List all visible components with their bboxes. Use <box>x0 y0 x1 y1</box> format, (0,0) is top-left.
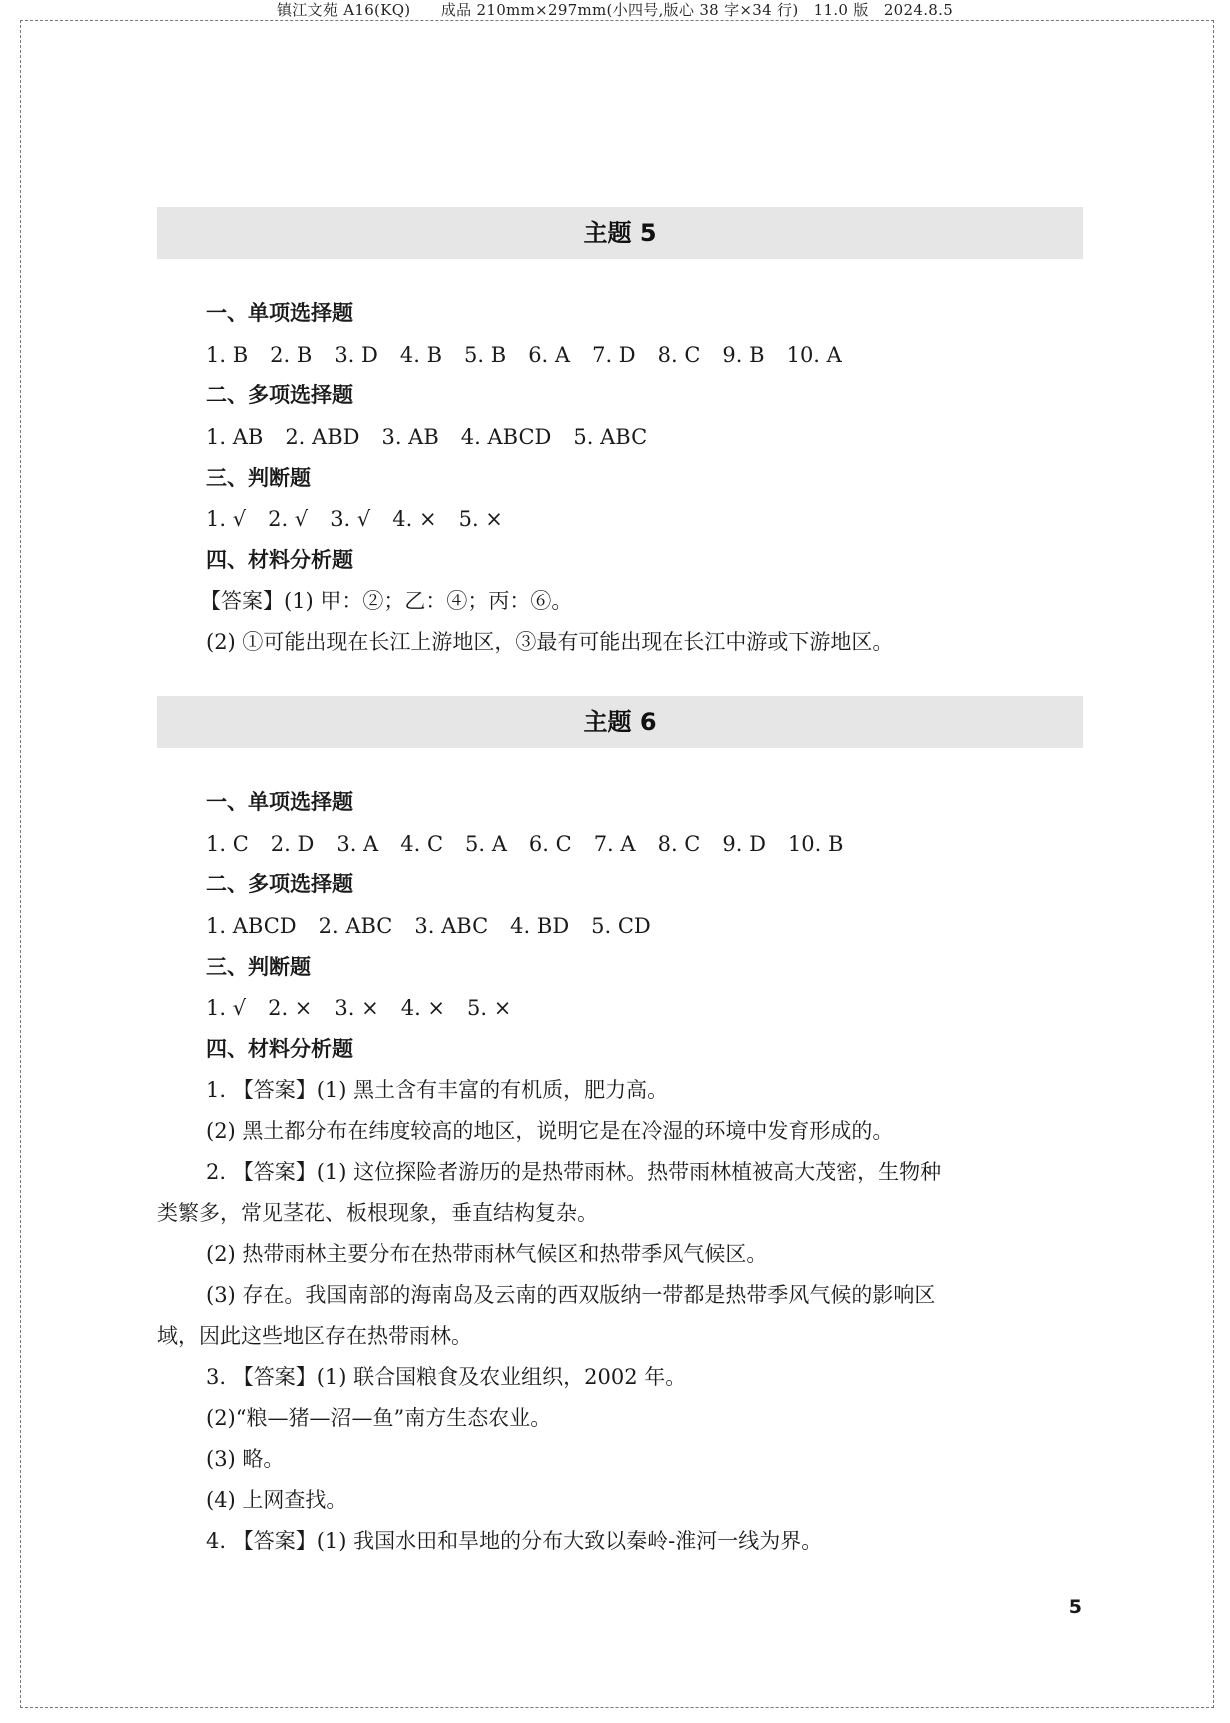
answer-item: 4. × <box>400 996 446 1020</box>
answer-item: 8. C <box>657 343 701 367</box>
topic6-analysis-line: 1. 【答案】(1) 黑土含有丰富的有机质，肥力高。 <box>206 1078 669 1102</box>
answer-item: 3. ABC <box>414 914 489 938</box>
topic6-analysis-line: (2) 黑土都分布在纬度较高的地区，说明它是在冷湿的环境中发育形成的。 <box>206 1119 894 1143</box>
topic6-title: 主题 6 <box>157 696 1083 748</box>
answer-item: 7. D <box>592 343 636 367</box>
topic6-single-answers <box>157 829 1083 859</box>
topic6-single-heading: 一、单项选择题 <box>206 790 353 814</box>
topic6-analysis-line: 2. 【答案】(1) 这位探险者游历的是热带雨林。热带雨林植被高大茂密，生物种 <box>206 1160 942 1184</box>
answer-item: 1. AB <box>206 425 264 449</box>
topic6-judge-heading: 三、判断题 <box>206 955 311 979</box>
topic6-analysis-line: 域，因此这些地区存在热带雨林。 <box>157 1324 472 1348</box>
answer-item: 2. ABC <box>318 914 393 938</box>
answer-item: 1. B <box>206 343 249 367</box>
topic5-analysis-line: (2) ①可能出现在长江上游地区，③最有可能出现在长江中游或下游地区。 <box>206 630 894 654</box>
answer-item: 4. B <box>399 343 443 367</box>
running-head: 镇江文苑 A16(KQ) 成品 210mm×297mm(小四号,版心 38 字×34 行) 11.0 版 2024.8.5 <box>276 1 954 19</box>
topic5-multi-heading: 二、多项选择题 <box>206 383 353 407</box>
topic5-single-answers <box>157 340 1083 370</box>
answer-item: 5. A <box>465 832 507 856</box>
answer-item: 5. ABC <box>573 425 648 449</box>
answer-item: 2. √ <box>268 507 309 531</box>
answer-item: 5. × <box>458 507 503 531</box>
answer-item: 6. C <box>528 832 572 856</box>
answer-item: 3. × <box>334 996 379 1020</box>
answer-item: 5. CD <box>591 914 651 938</box>
answer-item: 1. ABCD <box>206 914 297 938</box>
topic6-multi-answers <box>157 911 1083 941</box>
answer-item: 2. B <box>270 343 313 367</box>
topic5-judge-answers <box>157 504 1083 534</box>
answer-item: 9. D <box>722 832 766 856</box>
topic6-analysis-line: 类繁多，常见茎花、板根现象，垂直结构复杂。 <box>157 1201 598 1225</box>
answer-item: 3. √ <box>330 507 371 531</box>
topic6-analysis-line: (2) 热带雨林主要分布在热带雨林气候区和热带季风气候区。 <box>206 1242 768 1266</box>
answer-item: 4. BD <box>510 914 570 938</box>
topic6-multi-heading: 二、多项选择题 <box>206 872 353 896</box>
topic6-analysis-line: (3) 存在。我国南部的海南岛及云南的西双版纳一带都是热带季风气候的影响区 <box>206 1283 936 1307</box>
answer-item: 2. D <box>270 832 315 856</box>
answer-item: 1. √ <box>206 996 247 1020</box>
topic5-analysis-line: 【答案】(1) 甲：②；乙：④；丙：⑥。 <box>200 589 573 613</box>
answer-item: 3. AB <box>381 425 439 449</box>
answer-item: 4. × <box>392 507 437 531</box>
answer-item: 3. D <box>334 343 378 367</box>
topic6-analysis-line: 3. 【答案】(1) 联合国粮食及农业组织，2002 年。 <box>206 1365 687 1389</box>
topic5-multi-answers <box>157 422 1083 452</box>
topic6-analysis-line: 4. 【答案】(1) 我国水田和旱地的分布大致以秦岭-淮河一线为界。 <box>206 1529 823 1553</box>
topic5-title: 主题 5 <box>157 207 1083 259</box>
answer-item: 7. A <box>593 832 636 856</box>
answer-item: 5. × <box>467 996 512 1020</box>
answer-item: 3. A <box>336 832 379 856</box>
answer-item: 2. ABD <box>285 425 360 449</box>
topic5-analysis-heading: 四、材料分析题 <box>206 548 353 572</box>
topic6-analysis-line: (3) 略。 <box>206 1447 285 1471</box>
topic5-single-heading: 一、单项选择题 <box>206 301 353 325</box>
answer-item: 1. √ <box>206 507 247 531</box>
answer-item: 8. C <box>657 832 701 856</box>
topic6-analysis-line: (2)“粮—猪—沼—鱼”南方生态农业。 <box>206 1406 552 1430</box>
answer-item: 1. C <box>206 832 249 856</box>
topic5-judge-heading: 三、判断题 <box>206 466 311 490</box>
answer-item: 10. A <box>786 343 842 367</box>
answer-item: 4. ABCD <box>460 425 552 449</box>
answer-item: 9. B <box>722 343 765 367</box>
topic6-analysis-heading: 四、材料分析题 <box>206 1037 353 1061</box>
answer-item: 10. B <box>787 832 844 856</box>
topic6-judge-answers <box>157 993 1083 1023</box>
answer-item: 2. × <box>268 996 313 1020</box>
answer-item: 6. A <box>528 343 571 367</box>
topic6-analysis-line: (4) 上网查找。 <box>206 1488 348 1512</box>
answer-item: 4. C <box>400 832 444 856</box>
answer-item: 5. B <box>464 343 507 367</box>
page-number: 5 <box>1068 1596 1082 1618</box>
